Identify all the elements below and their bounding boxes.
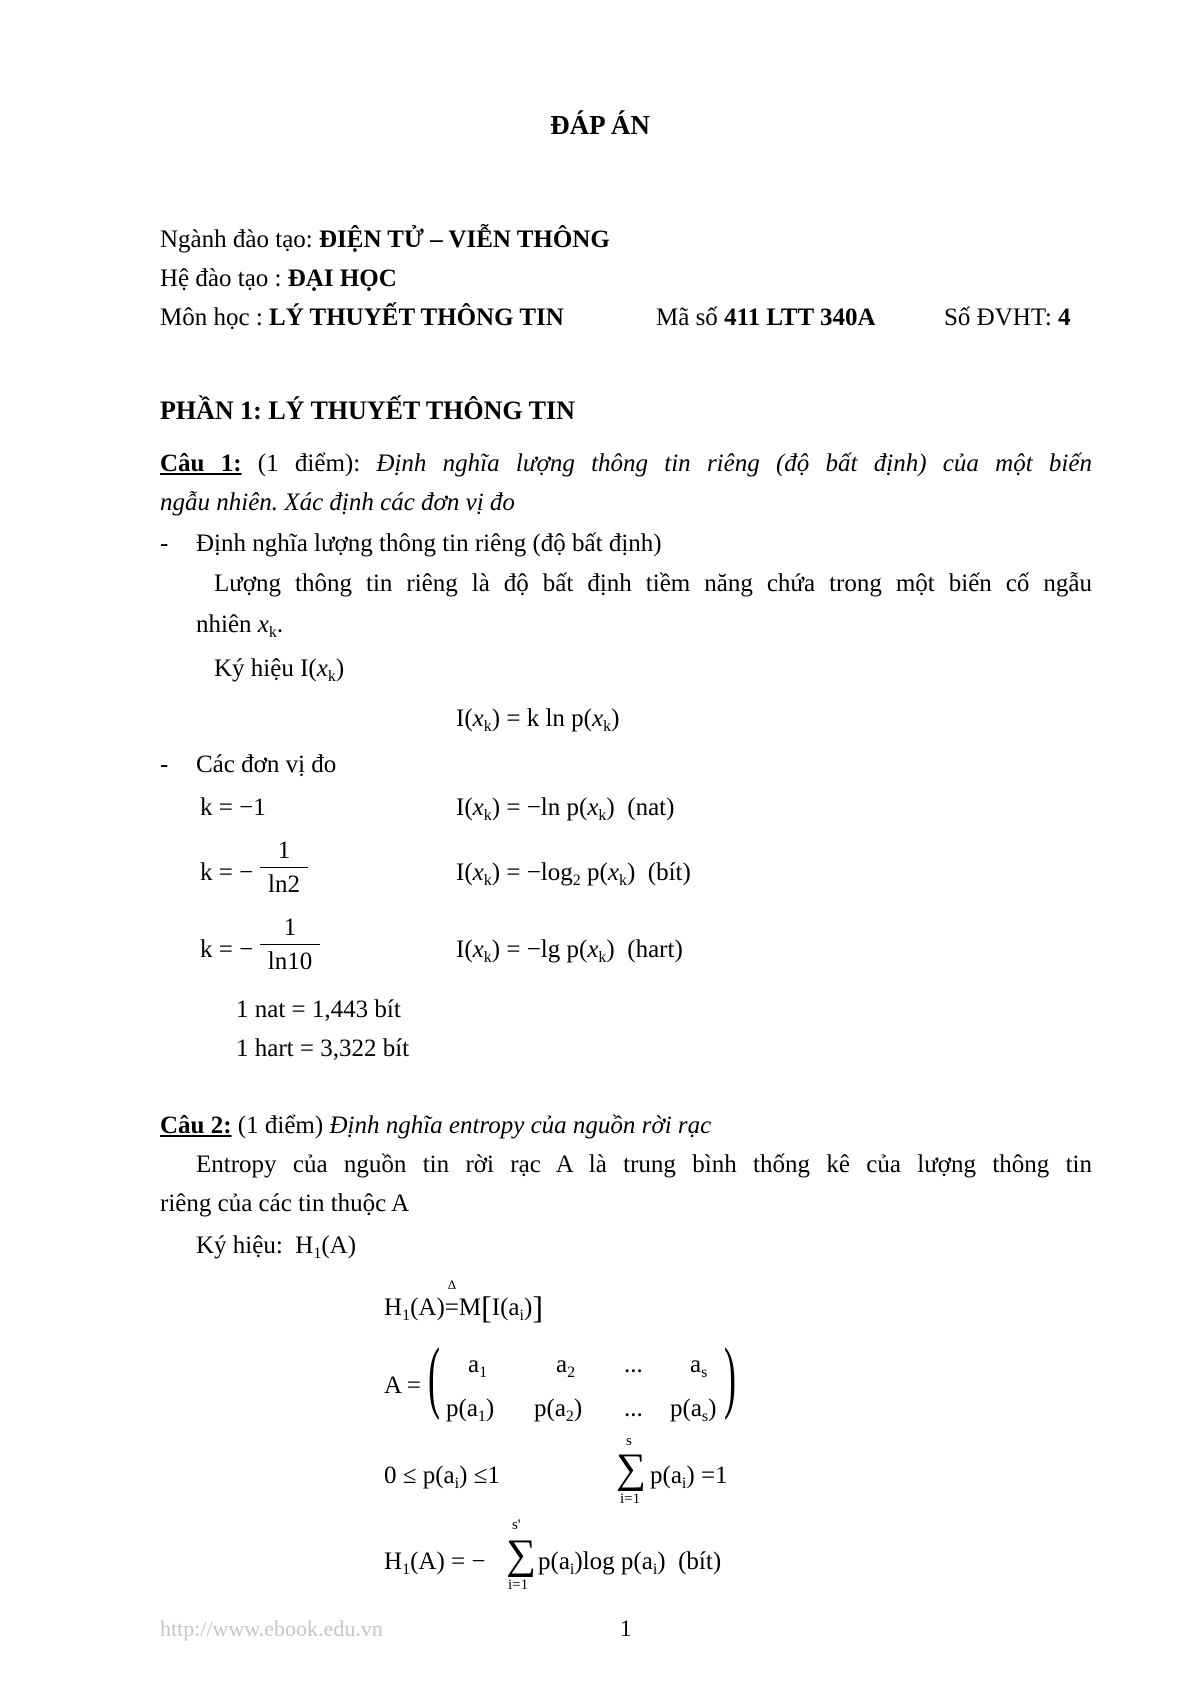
q1-formula-main: $I(x_k) = k$ $\ln p(x_k)$ [456, 705, 620, 735]
q2-matrix-pas: $p(a_s)$ [670, 1395, 717, 1425]
q1-k-bit: k = − [200, 859, 254, 886]
q1-label: Câu 1: [160, 450, 242, 477]
q2-label: Câu 2: [160, 1112, 232, 1139]
q2-sum1-upper: s [626, 1433, 632, 1449]
q1-formula-hart: $I(x_k) = -\lg$ $p(x_k)$ (hart) [456, 936, 683, 966]
header-maso [656, 305, 876, 330]
q1-symbol: Ký hiệu $I(x_k)$ [214, 655, 345, 685]
q1-def-line1: Lượng thông tin riêng là độ bất định tiềm năng chứa trong một biến cố ngẫu [214, 570, 1092, 597]
q2-def-line1: Entropy của nguồn tin rời rạc A là trung bình thống kê của lượng thông tin [196, 1151, 1092, 1178]
footer-url: http://www.ebook.edu.vn [160, 1616, 383, 1641]
q1-prompt-line2: ngẫu nhiên. Xác định các đơn vị đo [160, 489, 515, 516]
q2-prob-bounds: $0 \le p(a_i) \le 1$ [384, 1462, 500, 1492]
q2-prompt [160, 1113, 711, 1138]
q2-matrix-lhs: A = [384, 1372, 422, 1399]
q1-prompt-line1 [160, 451, 1092, 476]
q2-formula-def: $H_1(A)=$ Δ $M[I(a_i)]$ [384, 1277, 543, 1325]
q1-bullet1-dash: - [160, 530, 169, 557]
q1-conv-nat: 1 nat = 1,443 bít [236, 996, 401, 1023]
page-title: ĐÁP ÁN [550, 110, 650, 140]
q1-formula-bit: $I(x_k) = -\log_2$ $p(x_k)$ (bít) [456, 859, 691, 889]
q2-matrix-pa2: $p(a_2)$ [534, 1395, 583, 1425]
q1-k-hart: k = − [200, 936, 254, 963]
maso-label: Mã số [656, 304, 725, 331]
nganh-label: Ngành đào tạo: [160, 226, 319, 253]
q1-formula-nat: $I(x_k) = -\ln$ $p(x_k)$ (nat) [456, 794, 675, 824]
q1-conv-hart: 1 hart = 3,322 bít [236, 1035, 410, 1062]
maso-value: 411 LTT 340A [724, 304, 876, 331]
q1-def-line2: nhiên $x_k$. [196, 611, 284, 641]
q2-entropy-lhs: $H_1(A)$ = − [384, 1548, 486, 1578]
q2-sum2-lower: i=1 [508, 1577, 529, 1593]
q1-k-nat: k = −1 [200, 794, 266, 821]
mon-value: LÝ THUYẾT THÔNG TIN [269, 304, 564, 331]
q2-sum1-sigma: ∑ [616, 1446, 646, 1492]
q2-points: (1 điểm) [231, 1112, 330, 1139]
he-value: ĐẠI HỌC [287, 265, 397, 292]
q1-bullet2-dash: - [160, 751, 169, 778]
q2-matrix-lparen: ( [428, 1333, 440, 1421]
q2-matrix-pa1: $p(a_1)$ [446, 1395, 495, 1425]
he-label: Hệ đào tạo : [160, 265, 288, 292]
q2-sum1-lower: i=1 [620, 1491, 641, 1507]
q2-sum2-sigma: ∑ [506, 1532, 536, 1578]
q2-matrix-a1: $a_1$ [468, 1351, 488, 1381]
q2-prompt-text: Định nghĩa entropy của nguồn rời rạc [329, 1112, 712, 1139]
dvht-label: Số ĐVHT: [944, 304, 1059, 331]
header-dvht [944, 305, 1071, 330]
q2-matrix-a2: $a_2$ [556, 1351, 576, 1381]
dvht-value: 4 [1058, 304, 1071, 331]
q2-symbol: Ký hiệu: $H_1(A)$ [196, 1232, 357, 1262]
q2-matrix-dots2: ... [624, 1395, 643, 1422]
q2-sum1-body: $p(a_i) =1$ [650, 1462, 728, 1492]
q1-frac-ln10: 1 ln10 [260, 915, 320, 974]
header-nganh [160, 227, 610, 252]
header-mon [160, 305, 564, 330]
q1-bullet1: Định nghĩa lượng thông tin riêng (độ bất định) [196, 530, 662, 557]
q2-matrix-dots1: ... [624, 1351, 643, 1378]
q1-prompt-text: Định nghĩa lượng thông tin riêng (độ bất định) của một biến [376, 450, 1092, 477]
nganh-value: ĐIỆN TỬ – VIỄN THÔNG [318, 226, 610, 253]
q2-sum2-upper: s' [512, 1517, 521, 1533]
q2-matrix-rparen: ) [724, 1333, 736, 1421]
part1-heading: PHẦN 1: LÝ THUYẾT THÔNG TIN [160, 396, 575, 425]
page-number: 1 [620, 1616, 632, 1641]
q1-frac-ln2: 1 ln2 [260, 838, 308, 897]
q2-def-line2: riêng của các tin thuộc A [160, 1190, 410, 1217]
q2-entropy-body: $p(a_i)\log$ $p(a_i)$ (bít) [538, 1548, 722, 1578]
q1-bullet2: Các đơn vị đo [196, 751, 337, 778]
q2-matrix-as: $a_s$ [690, 1351, 708, 1381]
q1-points: (1 điểm): [241, 450, 377, 477]
mon-label: Môn học : [160, 304, 270, 331]
header-he [160, 266, 397, 291]
